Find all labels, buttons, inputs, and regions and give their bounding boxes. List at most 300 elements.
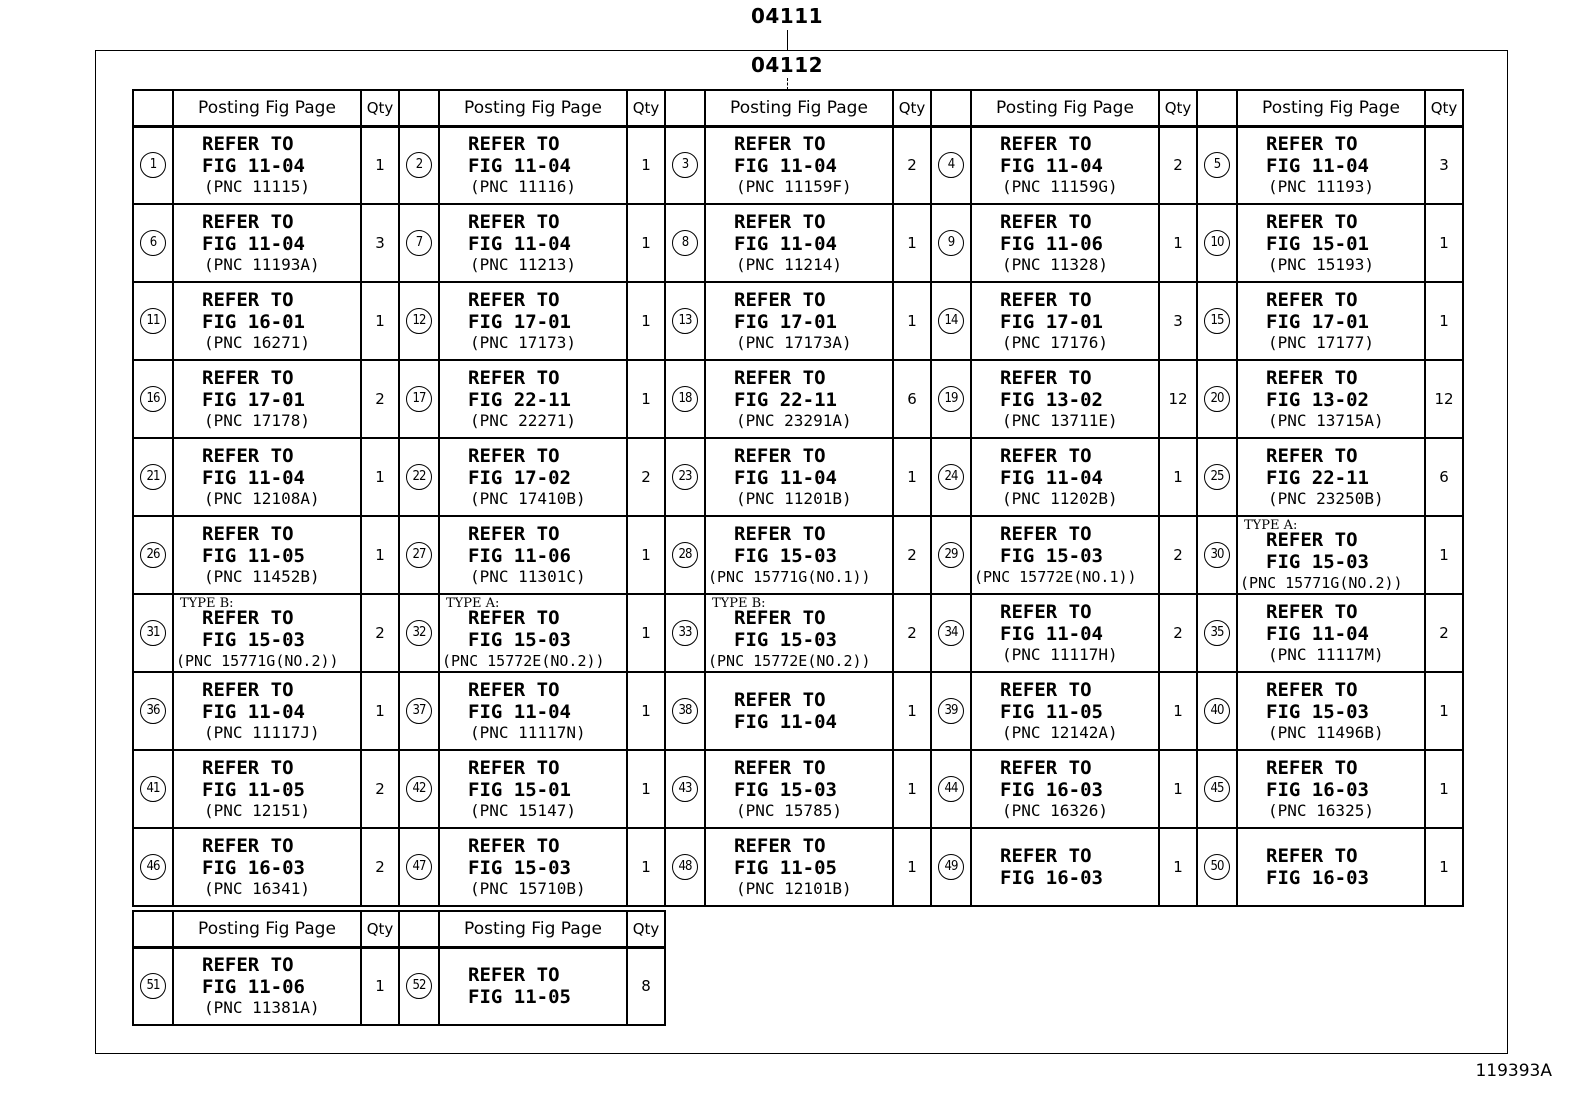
fig-page-text: FIG 15-03 — [202, 629, 305, 651]
refer-to-text: REFER TO — [202, 679, 294, 701]
pnc-text: (PNC 15772E(NO.1)) — [974, 568, 1137, 586]
item-number-circle: 35 — [1204, 620, 1230, 646]
reference-content — [440, 133, 626, 197]
item-number-cell — [1197, 438, 1237, 516]
item-number-circle: 11 — [140, 308, 166, 334]
qty-cell: 2 — [1159, 594, 1197, 672]
item-number-circle: 22 — [406, 464, 432, 490]
fig-page-text: FIG 11-04 — [468, 155, 571, 178]
reference-cell — [439, 438, 627, 516]
item-number-circle: 19 — [938, 386, 964, 412]
item-number-cell — [133, 672, 173, 750]
fig-page-text: FIG 11-04 — [734, 711, 837, 733]
qty-cell: 1 — [627, 126, 665, 204]
fig-page-text: FIG 15-03 — [734, 545, 837, 567]
fig-page-text: FIG 11-04 — [1266, 623, 1369, 645]
item-number-cell — [1197, 204, 1237, 282]
reference-content — [1238, 845, 1424, 889]
item-number-circle: 48 — [672, 854, 698, 880]
item-number-circle: 38 — [672, 698, 698, 724]
fig-page-text: FIG 15-03 — [468, 857, 571, 879]
item-number-cell — [399, 282, 439, 360]
qty-cell: 1 — [1425, 672, 1463, 750]
reference-cell — [971, 672, 1159, 750]
item-number-cell — [133, 947, 173, 1025]
item-number-circle: 27 — [406, 542, 432, 568]
reference-cell — [173, 594, 361, 672]
item-number-cell — [133, 360, 173, 438]
qty-cell: 1 — [893, 204, 931, 282]
header-qty: Qty — [893, 90, 931, 126]
refer-to-text: REFER TO — [202, 757, 294, 779]
item-number-circle: 52 — [406, 973, 432, 999]
item-number-cell — [665, 282, 705, 360]
pnc-text: (PNC 15193) — [1268, 255, 1374, 274]
fig-page-text: FIG 15-03 — [1000, 545, 1103, 567]
refer-to-text: REFER TO — [468, 757, 560, 779]
item-number-circle: 14 — [938, 308, 964, 334]
reference-cell — [1237, 282, 1425, 360]
header-posting-fig-page: Posting Fig Page — [173, 911, 361, 947]
refer-to-text: REFER TO — [202, 607, 294, 629]
reference-cell — [1237, 126, 1425, 204]
fig-page-text: FIG 17-01 — [1266, 311, 1369, 333]
fig-page-text: FIG 13-02 — [1266, 389, 1369, 411]
qty-cell: 1 — [361, 282, 399, 360]
qty-cell: 2 — [1159, 126, 1197, 204]
item-number-cell — [133, 516, 173, 594]
pnc-text: (PNC 16341) — [204, 879, 310, 898]
refer-to-text: REFER TO — [1266, 601, 1358, 623]
qty-cell: 1 — [361, 947, 399, 1025]
reference-content — [440, 367, 626, 431]
item-number-cell — [665, 594, 705, 672]
reference-cell — [1237, 594, 1425, 672]
fig-page-text: FIG 11-04 — [202, 467, 305, 489]
item-number-circle: 43 — [672, 776, 698, 802]
item-number-circle: 6 — [140, 230, 166, 256]
header-blank-cell — [399, 90, 439, 126]
fig-page-text: FIG 11-04 — [1000, 467, 1103, 489]
table-row — [133, 828, 1463, 906]
pnc-text: (PNC 23250B) — [1268, 489, 1384, 508]
fig-page-text: FIG 15-01 — [1266, 233, 1369, 255]
reference-cell — [439, 828, 627, 906]
item-number-cell — [931, 282, 971, 360]
fig-page-text: FIG 11-04 — [1000, 155, 1103, 178]
reference-content — [174, 445, 360, 509]
refer-to-text: REFER TO — [468, 367, 560, 389]
fig-page-text: FIG 22-11 — [468, 389, 571, 411]
header-row — [133, 911, 665, 947]
item-number-cell — [133, 282, 173, 360]
pnc-text: (PNC 11193A) — [204, 255, 320, 274]
qty-cell: 1 — [627, 594, 665, 672]
item-number-circle: 3 — [672, 152, 698, 178]
reference-cell — [1237, 438, 1425, 516]
pnc-text: (PNC 16271) — [204, 333, 310, 352]
pnc-text: (PNC 11214) — [736, 255, 842, 274]
qty-cell: 2 — [1425, 594, 1463, 672]
refer-to-text: REFER TO — [734, 445, 826, 467]
item-number-circle: 39 — [938, 698, 964, 724]
reference-cell — [439, 282, 627, 360]
reference-content — [174, 835, 360, 899]
fig-page-text: FIG 11-04 — [468, 233, 571, 255]
qty-cell: 2 — [361, 360, 399, 438]
qty-cell: 1 — [1159, 438, 1197, 516]
item-number-circle: 32 — [406, 620, 432, 646]
reference-content — [972, 601, 1158, 665]
refer-to-text: REFER TO — [1266, 445, 1358, 467]
pnc-text: (PNC 13711E) — [1002, 411, 1118, 430]
qty-cell: 2 — [361, 594, 399, 672]
fig-page-text: FIG 15-03 — [734, 629, 837, 651]
qty-cell: 2 — [361, 828, 399, 906]
reference-content — [1238, 757, 1424, 821]
qty-cell: 2 — [361, 750, 399, 828]
fig-page-text: FIG 11-04 — [202, 701, 305, 723]
pnc-text: (PNC 11381A) — [204, 998, 320, 1018]
main-parts-table — [132, 89, 1464, 907]
fig-page-text: FIG 17-01 — [1000, 311, 1103, 333]
item-number-cell — [665, 750, 705, 828]
reference-cell — [971, 828, 1159, 906]
item-number-cell — [931, 360, 971, 438]
pnc-text: (PNC 17177) — [1268, 333, 1374, 352]
table-row — [133, 438, 1463, 516]
item-number-circle: 13 — [672, 308, 698, 334]
refer-to-text: REFER TO — [468, 835, 560, 857]
item-number-circle: 26 — [140, 542, 166, 568]
reference-content — [972, 523, 1158, 587]
reference-content — [706, 133, 892, 197]
refer-to-text: REFER TO — [734, 523, 826, 545]
reference-cell — [439, 672, 627, 750]
item-number-cell — [133, 594, 173, 672]
header-row — [133, 90, 1463, 126]
qty-cell: 2 — [893, 516, 931, 594]
header-qty: Qty — [1425, 90, 1463, 126]
reference-cell — [1237, 750, 1425, 828]
table-row — [133, 750, 1463, 828]
refer-to-text: REFER TO — [1000, 601, 1092, 623]
pnc-text: (PNC 11115) — [204, 177, 310, 197]
fig-page-text: FIG 17-01 — [734, 311, 837, 333]
refer-to-text: REFER TO — [468, 289, 560, 311]
item-number-cell — [399, 750, 439, 828]
figure-id: 119393A — [1475, 1061, 1552, 1081]
fig-page-text: FIG 11-04 — [1000, 623, 1103, 645]
refer-to-text: REFER TO — [1000, 367, 1092, 389]
item-number-cell — [133, 828, 173, 906]
fig-page-text: FIG 11-05 — [734, 857, 837, 879]
outer-label-connector — [787, 30, 788, 50]
fig-page-text: FIG 11-04 — [202, 233, 305, 255]
header-posting-fig-page: Posting Fig Page — [705, 90, 893, 126]
item-number-circle: 18 — [672, 386, 698, 412]
item-number-circle: 12 — [406, 308, 432, 334]
qty-cell: 1 — [1425, 204, 1463, 282]
reference-content — [1238, 679, 1424, 743]
qty-cell: 1 — [627, 672, 665, 750]
qty-cell: 1 — [1159, 204, 1197, 282]
qty-cell: 2 — [893, 126, 931, 204]
qty-cell: 1 — [1159, 672, 1197, 750]
reference-cell — [173, 672, 361, 750]
refer-to-text: REFER TO — [1266, 211, 1358, 233]
item-number-cell — [931, 126, 971, 204]
header-qty: Qty — [627, 90, 665, 126]
qty-cell: 3 — [361, 204, 399, 282]
pnc-text: (PNC 11201B) — [736, 489, 852, 508]
refer-to-text: REFER TO — [468, 679, 560, 701]
pnc-text: (PNC 15771G(NO.2)) — [1240, 574, 1403, 592]
fig-page-text: FIG 11-05 — [1000, 701, 1103, 723]
fig-page-text: FIG 17-01 — [468, 311, 571, 333]
qty-cell: 2 — [1159, 516, 1197, 594]
reference-cell — [1237, 204, 1425, 282]
pnc-text: (PNC 11159G) — [1002, 177, 1118, 197]
item-number-cell — [133, 126, 173, 204]
reference-cell — [173, 438, 361, 516]
reference-content — [174, 523, 360, 587]
refer-to-text: REFER TO — [202, 954, 294, 977]
pnc-text: (PNC 13715A) — [1268, 411, 1384, 430]
reference-content — [440, 679, 626, 743]
refer-to-text: REFER TO — [468, 523, 560, 545]
refer-to-text: REFER TO — [734, 757, 826, 779]
pnc-text: (PNC 11117J) — [204, 723, 320, 742]
reference-content — [1238, 445, 1424, 509]
qty-cell: 1 — [627, 282, 665, 360]
reference-cell — [705, 594, 893, 672]
reference-content — [174, 679, 360, 743]
qty-cell: 1 — [627, 516, 665, 594]
item-number-cell — [1197, 828, 1237, 906]
fig-page-text: FIG 11-06 — [468, 545, 571, 567]
item-number-cell — [1197, 750, 1237, 828]
reference-content — [1238, 601, 1424, 665]
table-row — [133, 282, 1463, 360]
reference-cell — [439, 126, 627, 204]
reference-content — [440, 964, 626, 1008]
item-number-circle: 5 — [1204, 152, 1230, 178]
item-number-cell — [931, 750, 971, 828]
reference-content — [440, 757, 626, 821]
header-blank-cell — [399, 911, 439, 947]
header-blank-cell — [1197, 90, 1237, 126]
header-qty: Qty — [1159, 90, 1197, 126]
refer-to-text: REFER TO — [202, 289, 294, 311]
item-number-cell — [399, 672, 439, 750]
pnc-text: (PNC 17176) — [1002, 333, 1108, 352]
reference-cell — [705, 360, 893, 438]
reference-cell — [705, 438, 893, 516]
reference-content — [706, 757, 892, 821]
refer-to-text: REFER TO — [1000, 845, 1092, 867]
qty-cell: 1 — [1425, 828, 1463, 906]
fig-page-text: FIG 11-04 — [734, 467, 837, 489]
table-row — [133, 516, 1463, 594]
fig-page-text: FIG 11-05 — [202, 779, 305, 801]
pnc-text: (PNC 17173) — [470, 333, 576, 352]
refer-to-text: REFER TO — [1000, 679, 1092, 701]
reference-cell — [439, 360, 627, 438]
qty-cell: 1 — [1425, 516, 1463, 594]
item-number-cell — [931, 828, 971, 906]
reference-content — [174, 367, 360, 431]
item-number-cell — [1197, 594, 1237, 672]
reference-cell — [439, 750, 627, 828]
table-row — [133, 126, 1463, 204]
refer-to-text: REFER TO — [1266, 679, 1358, 701]
fig-page-text: FIG 11-04 — [734, 233, 837, 255]
reference-cell — [173, 282, 361, 360]
type-label: TYPE B: — [180, 596, 234, 611]
item-number-circle: 8 — [672, 230, 698, 256]
qty-cell: 3 — [1159, 282, 1197, 360]
item-number-circle: 24 — [938, 464, 964, 490]
refer-to-text: REFER TO — [468, 964, 560, 987]
item-number-circle: 16 — [140, 386, 166, 412]
refer-to-text: REFER TO — [1000, 133, 1092, 156]
pnc-text: (PNC 11301C) — [470, 567, 586, 586]
outer-assembly-label: 04111 — [750, 4, 824, 28]
item-number-cell — [399, 204, 439, 282]
reference-cell — [971, 750, 1159, 828]
refer-to-text: REFER TO — [202, 523, 294, 545]
item-number-cell — [1197, 282, 1237, 360]
fig-page-text: FIG 11-05 — [468, 986, 571, 1009]
item-number-circle: 46 — [140, 854, 166, 880]
item-number-cell — [665, 360, 705, 438]
refer-to-text: REFER TO — [1000, 289, 1092, 311]
refer-to-text: REFER TO — [1000, 523, 1092, 545]
reference-cell — [1237, 360, 1425, 438]
reference-content — [174, 954, 360, 1018]
refer-to-text: REFER TO — [1266, 757, 1358, 779]
qty-cell: 3 — [1425, 126, 1463, 204]
reference-content — [972, 289, 1158, 353]
reference-content — [440, 445, 626, 509]
reference-content — [706, 689, 892, 733]
item-number-circle: 25 — [1204, 464, 1230, 490]
item-number-circle: 50 — [1204, 854, 1230, 880]
qty-cell: 1 — [361, 672, 399, 750]
reference-cell — [173, 750, 361, 828]
reference-content — [174, 133, 360, 197]
pnc-text: (PNC 11117H) — [1002, 645, 1118, 664]
item-number-circle: 23 — [672, 464, 698, 490]
qty-cell: 2 — [627, 438, 665, 516]
item-number-cell — [931, 516, 971, 594]
reference-cell — [1237, 516, 1425, 594]
refer-to-text: REFER TO — [202, 211, 294, 233]
qty-cell: 1 — [1159, 750, 1197, 828]
header-posting-fig-page: Posting Fig Page — [1237, 90, 1425, 126]
header-qty: Qty — [361, 911, 399, 947]
reference-content — [972, 445, 1158, 509]
reference-content — [440, 211, 626, 275]
pnc-text: (PNC 11116) — [470, 177, 576, 197]
reference-cell — [705, 750, 893, 828]
header-posting-fig-page: Posting Fig Page — [439, 90, 627, 126]
item-number-circle: 33 — [672, 620, 698, 646]
pnc-text: (PNC 15785) — [736, 801, 842, 820]
fig-page-text: FIG 17-02 — [468, 467, 571, 489]
qty-cell: 6 — [1425, 438, 1463, 516]
refer-to-text: REFER TO — [1266, 133, 1358, 156]
refer-to-text: REFER TO — [734, 607, 826, 629]
item-number-circle: 51 — [140, 973, 166, 999]
item-number-circle: 45 — [1204, 776, 1230, 802]
refer-to-text: REFER TO — [1000, 757, 1092, 779]
reference-cell — [971, 516, 1159, 594]
fig-page-text: FIG 17-01 — [202, 389, 305, 411]
reference-content — [1238, 367, 1424, 431]
reference-cell — [439, 204, 627, 282]
item-number-cell — [931, 594, 971, 672]
pnc-text: (PNC 22271) — [470, 411, 576, 430]
refer-to-text: REFER TO — [734, 367, 826, 389]
refer-to-text: REFER TO — [1266, 289, 1358, 311]
pnc-text: (PNC 12151) — [204, 801, 310, 820]
qty-cell: 1 — [361, 126, 399, 204]
type-label: TYPE A: — [1244, 518, 1298, 533]
reference-content — [440, 523, 626, 587]
item-number-circle: 42 — [406, 776, 432, 802]
table-row — [133, 204, 1463, 282]
qty-cell: 1 — [1159, 828, 1197, 906]
table-row — [133, 947, 665, 1025]
reference-content — [972, 757, 1158, 821]
item-number-circle: 20 — [1204, 386, 1230, 412]
type-label: TYPE A: — [446, 596, 500, 611]
reference-cell — [971, 282, 1159, 360]
reference-cell — [173, 360, 361, 438]
fig-page-text: FIG 15-03 — [1266, 701, 1369, 723]
refer-to-text: REFER TO — [202, 445, 294, 467]
reference-content — [706, 445, 892, 509]
reference-cell — [705, 282, 893, 360]
type-label: TYPE B: — [712, 596, 766, 611]
fig-page-text: FIG 11-04 — [468, 701, 571, 723]
reference-content — [440, 835, 626, 899]
reference-cell — [173, 516, 361, 594]
item-number-circle: 28 — [672, 542, 698, 568]
refer-to-text: REFER TO — [1266, 367, 1358, 389]
table-row — [133, 672, 1463, 750]
item-number-cell — [1197, 672, 1237, 750]
refer-to-text: REFER TO — [734, 289, 826, 311]
fig-page-text: FIG 15-03 — [734, 779, 837, 801]
item-number-circle: 44 — [938, 776, 964, 802]
refer-to-text: REFER TO — [202, 367, 294, 389]
item-number-circle: 21 — [140, 464, 166, 490]
fig-page-text: FIG 15-03 — [468, 629, 571, 651]
reference-cell — [439, 947, 627, 1025]
reference-content — [972, 367, 1158, 431]
item-number-circle: 4 — [938, 152, 964, 178]
reference-cell — [1237, 672, 1425, 750]
item-number-circle: 1 — [140, 152, 166, 178]
refer-to-text: REFER TO — [1266, 845, 1358, 867]
reference-cell — [971, 126, 1159, 204]
item-number-cell — [931, 204, 971, 282]
header-posting-fig-page: Posting Fig Page — [971, 90, 1159, 126]
refer-to-text: REFER TO — [734, 689, 826, 711]
